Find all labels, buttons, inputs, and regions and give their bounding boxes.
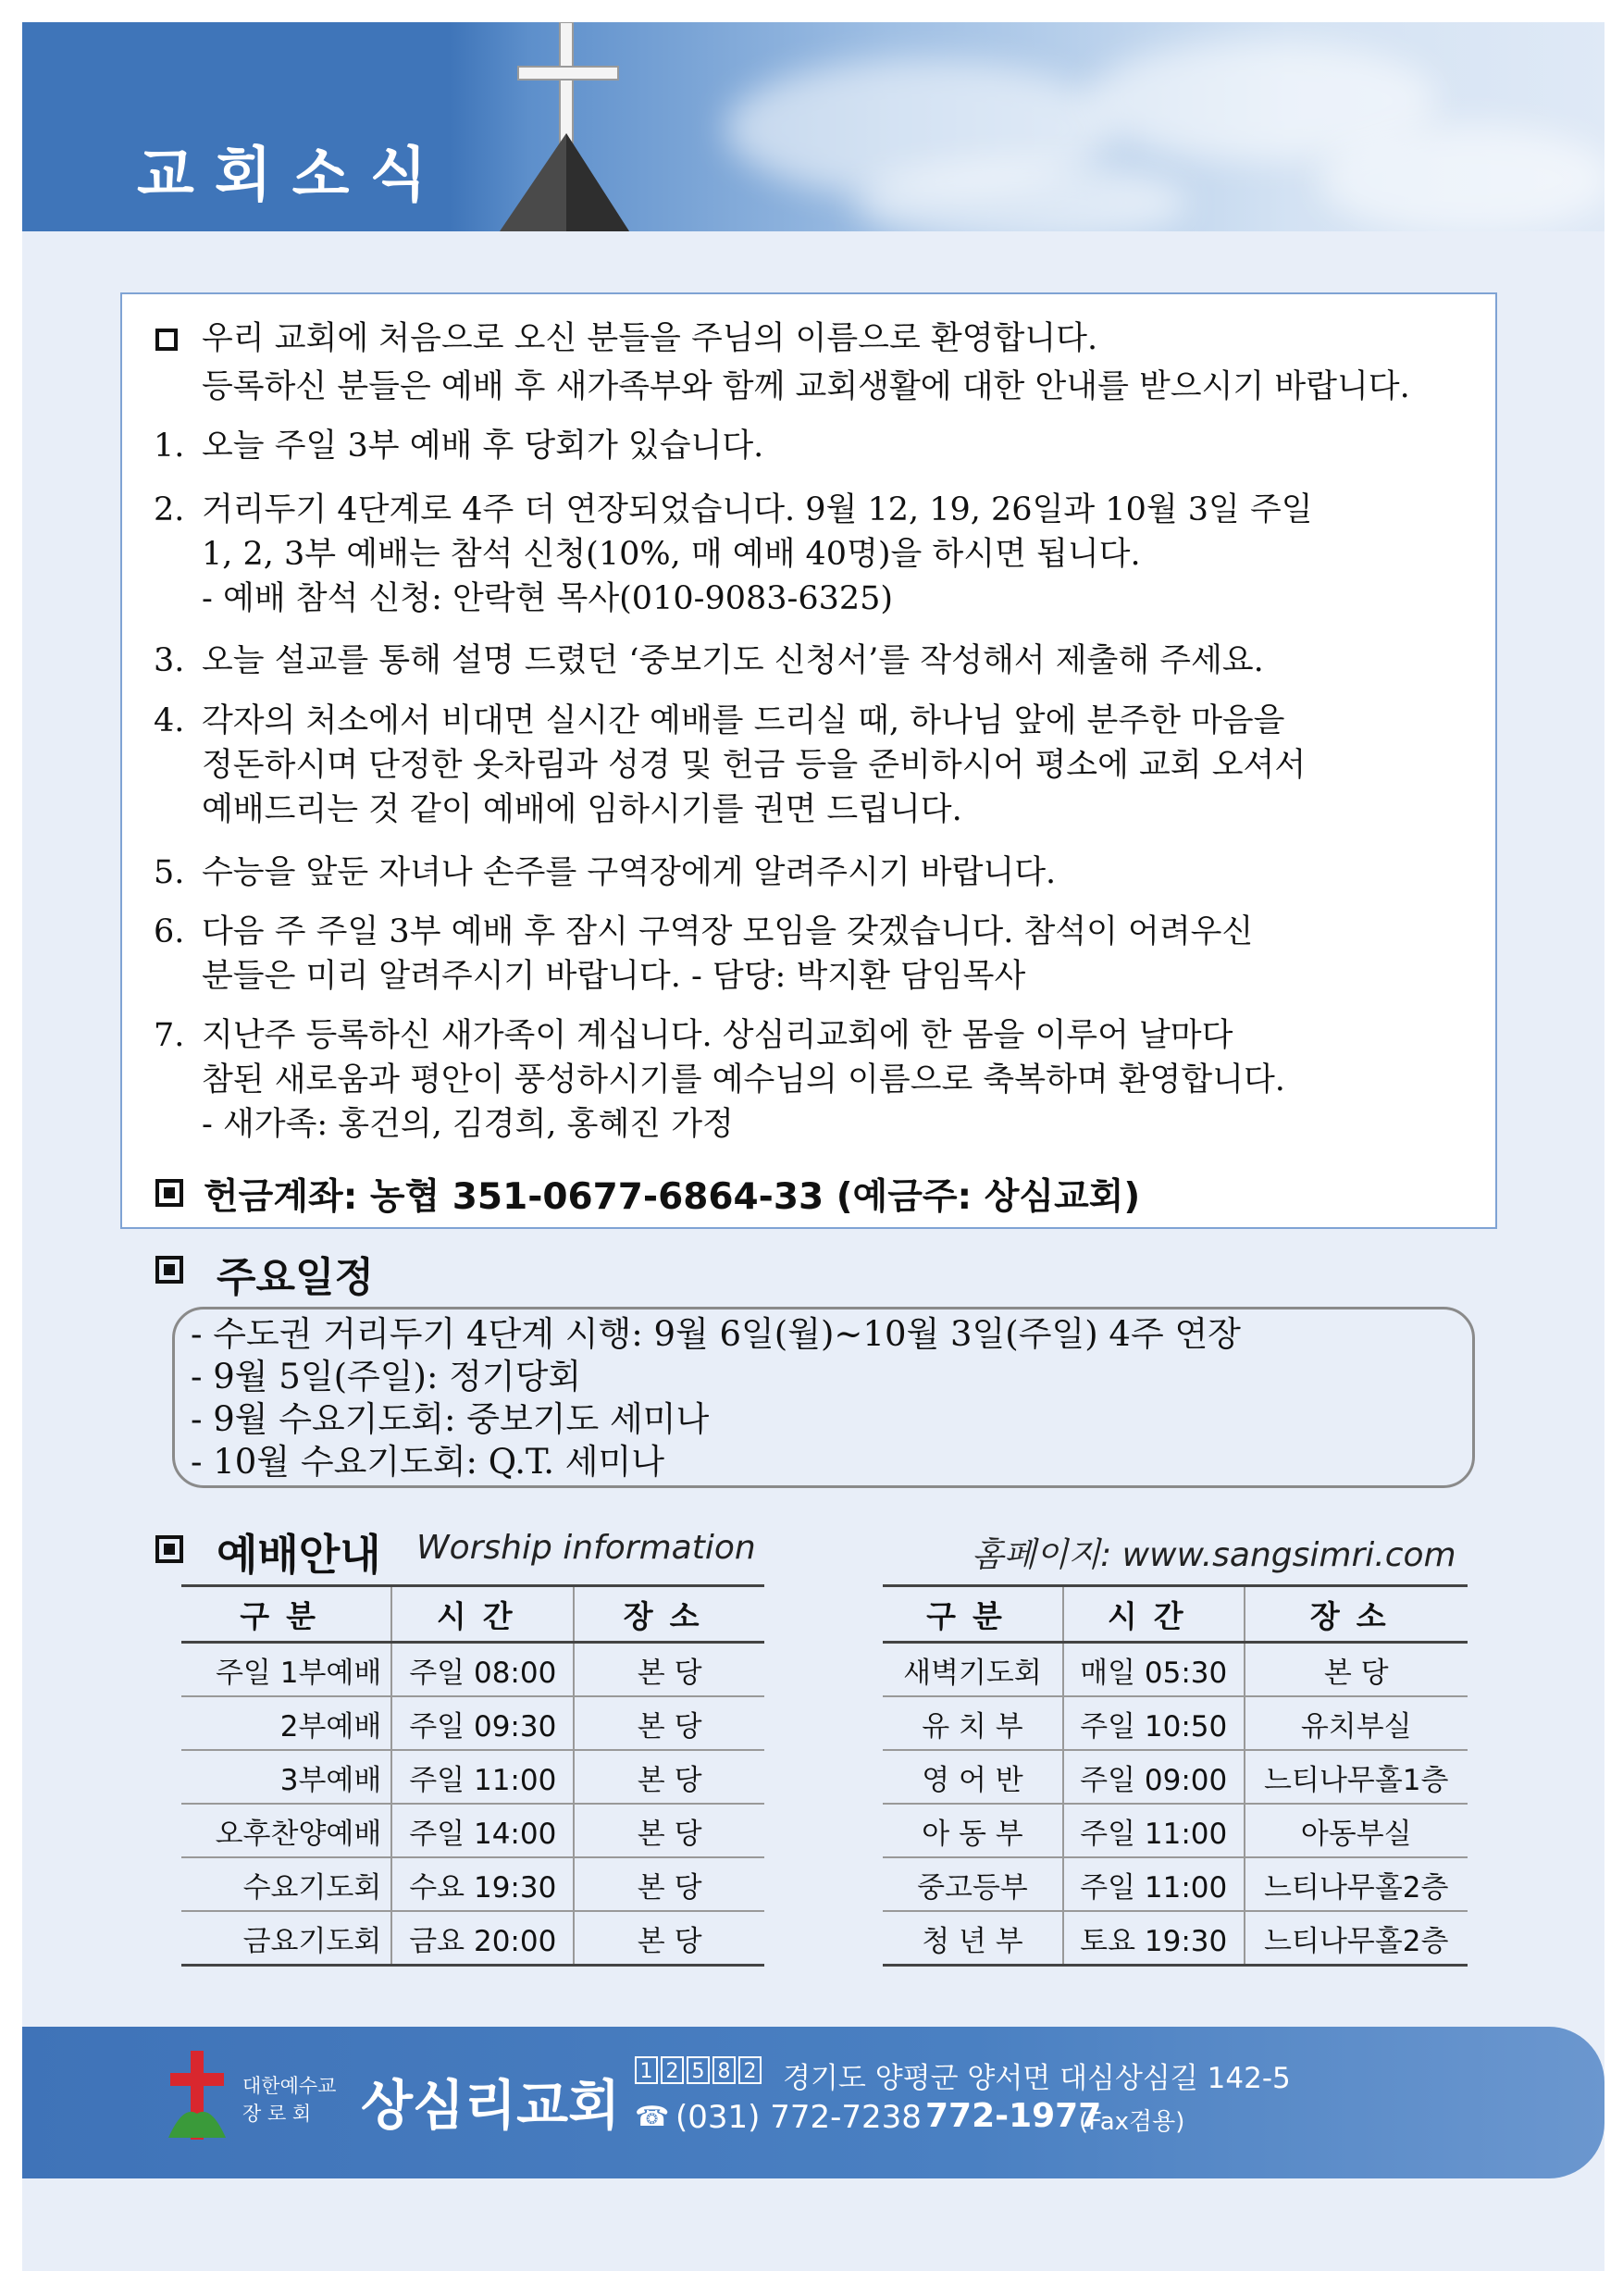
table-row	[883, 1857, 1468, 1911]
table-cell: 본 당	[1245, 1643, 1468, 1697]
schedule-item: - 9월 수요기도회: 중보기도 세미나	[191, 1399, 710, 1439]
phone-icon: ☎	[635, 2101, 670, 2133]
table-cell: 금요기도회	[181, 1911, 391, 1966]
table-cell: 중고등부	[883, 1857, 1063, 1911]
table-cell: 주일 09:30	[391, 1696, 574, 1750]
cross-steeple-icon	[481, 22, 685, 231]
notice-number: 2.	[154, 491, 185, 528]
checkbox-icon	[155, 329, 178, 351]
worship-table-left	[181, 1584, 764, 1967]
square-bullet-icon	[155, 1535, 183, 1563]
table-cell: 주일 1부예배	[181, 1643, 391, 1697]
table-row	[181, 1643, 764, 1697]
table-cell: 유 치 부	[883, 1696, 1063, 1750]
table-row	[181, 1750, 764, 1804]
notice-line: 오늘 주일 3부 예배 후 당회가 있습니다.	[202, 428, 764, 465]
table-row	[181, 1911, 764, 1966]
offering-account: 헌금계좌: 농협 351-0677-6864-33 (예금주: 상심교회)	[204, 1176, 1141, 1218]
page-title: 교회소식	[137, 142, 448, 210]
notice-line: 분들은 미리 알려주시기 바랍니다. - 담당: 박지환 담임목사	[202, 958, 1026, 995]
column-header: 장소	[574, 1586, 764, 1643]
table-cell: 주일 08:00	[391, 1643, 574, 1697]
table-cell: 주일 10:50	[1063, 1696, 1245, 1750]
table-cell: 주일 11:00	[391, 1750, 574, 1804]
table-cell: 아동부실	[1245, 1804, 1468, 1857]
address: 경기도 양평군 양서면 대심상심길 142-5	[783, 2062, 1291, 2095]
notice-line: 거리두기 4단계로 4주 더 연장되었습니다. 9월 12, 19, 26일과 10월 3일 주일	[202, 491, 1313, 528]
column-header: 시간	[391, 1586, 574, 1643]
table-cell: 아 동 부	[883, 1804, 1063, 1857]
notice-number: 1.	[154, 428, 185, 465]
column-header: 장소	[1245, 1586, 1468, 1643]
notice-number: 6.	[154, 913, 185, 950]
table-cell: 새벽기도회	[883, 1643, 1063, 1697]
notice-line: 오늘 설교를 통해 설명 드렸던 ‘중보기도 신청서’를 작성해서 제출해 주세요.	[202, 642, 1264, 679]
notice-line: 각자의 처소에서 비대면 실시간 예배를 드리실 때, 하나님 앞에 분주한 마음을	[202, 702, 1285, 739]
postal-digit: 8	[712, 2056, 736, 2084]
postal-code	[635, 2056, 764, 2084]
table-cell: 3부예배	[181, 1750, 391, 1804]
table-cell: 느티나무홀1층	[1245, 1750, 1468, 1804]
table-cell: 청 년 부	[883, 1911, 1063, 1966]
notice-number: 4.	[154, 702, 185, 739]
cloud	[1318, 124, 1604, 231]
notice-line: 1, 2, 3부 예배는 참석 신청(10%, 매 예배 40명)을 하시면 됩니다.	[202, 536, 1141, 573]
notice-number: 5.	[154, 854, 185, 891]
postal-digit: 2	[738, 2056, 762, 2084]
notice-line: - 예배 참석 신청: 안락현 목사(010-9083-6325)	[202, 580, 894, 617]
table-cell: 수요기도회	[181, 1857, 391, 1911]
homepage-link[interactable]: 홈페이지: www.sangsimri.com	[972, 1536, 1456, 1574]
table-cell: 2부예배	[181, 1696, 391, 1750]
welcome-line-1: 우리 교회에 처음으로 오신 분들을 주님의 이름으로 환영합니다.	[202, 320, 1098, 357]
table-row	[181, 1857, 764, 1911]
table-cell: 본 당	[574, 1804, 764, 1857]
table-cell: 본 당	[574, 1696, 764, 1750]
fax-note: (Fax겸용)	[1079, 2108, 1185, 2136]
table-cell: 수요 19:30	[391, 1857, 574, 1911]
table-cell: 본 당	[574, 1750, 764, 1804]
table-cell: 유치부실	[1245, 1696, 1468, 1750]
postal-digit: 5	[687, 2056, 710, 2084]
table-cell: 오후찬양예배	[181, 1804, 391, 1857]
church-logo-icon	[165, 2049, 229, 2141]
denomination-line-1: 대한예수교	[242, 2075, 337, 2097]
denomination-line-2: 장 로 회	[242, 2103, 312, 2125]
notice-line: 수능을 앞둔 자녀나 손주를 구역장에게 알려주시기 바랍니다.	[202, 854, 1057, 891]
table-row	[883, 1750, 1468, 1804]
square-bullet-icon	[155, 1179, 183, 1207]
postal-digit: 2	[661, 2056, 684, 2084]
table-cell: 매일 05:30	[1063, 1643, 1245, 1697]
church-name: 상심리교회	[361, 2074, 621, 2137]
schedule-item: - 9월 5일(주일): 정기당회	[191, 1357, 582, 1396]
table-header-row	[181, 1586, 764, 1643]
table-row	[883, 1804, 1468, 1857]
table-cell: 본 당	[574, 1857, 764, 1911]
table-row	[181, 1804, 764, 1857]
worship-subtitle: Worship information	[416, 1529, 756, 1567]
column-header: 시간	[1063, 1586, 1245, 1643]
table-cell: 영 어 반	[883, 1750, 1063, 1804]
notice-line: 다음 주 주일 3부 예배 후 잠시 구역장 모임을 갖겠습니다. 참석이 어려우신	[202, 913, 1254, 950]
table-row	[883, 1643, 1468, 1697]
table-row	[883, 1911, 1468, 1966]
table-cell: 주일 14:00	[391, 1804, 574, 1857]
table-header-row	[883, 1586, 1468, 1643]
schedule-item: - 10월 수요기도회: Q.T. 세미나	[191, 1442, 665, 1482]
table-row	[883, 1696, 1468, 1750]
table-cell: 주일 11:00	[1063, 1857, 1245, 1911]
notice-line: - 새가족: 홍건의, 김경희, 홍혜진 가정	[202, 1106, 734, 1143]
table-cell: 토요 19:30	[1063, 1911, 1245, 1966]
table-cell: 느티나무홀2층	[1245, 1857, 1468, 1911]
table-cell: 본 당	[574, 1643, 764, 1697]
schedule-item: - 수도권 거리두기 4단계 시행: 9월 6일(월)~10월 3일(주일) 4주 연장	[191, 1314, 1241, 1354]
table-cell: 금요 20:00	[391, 1911, 574, 1966]
welcome-line-2: 등록하신 분들은 예배 후 새가족부와 함께 교회생활에 대한 안내를 받으시기 바랍니다.	[202, 368, 1410, 405]
phone-number-2: 772-1977	[925, 2097, 1102, 2135]
table-cell: 느티나무홀2층	[1245, 1911, 1468, 1966]
worship-table-right	[883, 1584, 1468, 1967]
notice-number: 3.	[154, 642, 185, 679]
notice-line: 예배드리는 것 같이 예배에 임하시기를 권면 드립니다.	[202, 791, 962, 828]
notice-line: 정돈하시며 단정한 옷차림과 성경 및 헌금 등을 준비하시어 평소에 교회 오셔서	[202, 747, 1307, 784]
table-cell: 주일 09:00	[1063, 1750, 1245, 1804]
column-header: 구분	[181, 1586, 391, 1643]
column-header: 구분	[883, 1586, 1063, 1643]
table-row	[181, 1696, 764, 1750]
postal-digit: 1	[635, 2056, 658, 2084]
worship-title: 예배안내	[217, 1530, 381, 1580]
schedule-title: 주요일정	[217, 1254, 375, 1301]
notice-line: 참된 새로움과 평안이 풍성하시기를 예수님의 이름으로 축복하며 환영합니다.	[202, 1061, 1285, 1098]
notice-line: 지난주 등록하신 새가족이 계십니다. 상심리교회에 한 몸을 이루어 날마다	[202, 1017, 1233, 1054]
table-cell: 본 당	[574, 1911, 764, 1966]
notice-number: 7.	[154, 1017, 185, 1054]
square-bullet-icon	[155, 1256, 183, 1284]
table-cell: 주일 11:00	[1063, 1804, 1245, 1857]
phone-number-1: (031) 772-7238	[675, 2099, 922, 2136]
